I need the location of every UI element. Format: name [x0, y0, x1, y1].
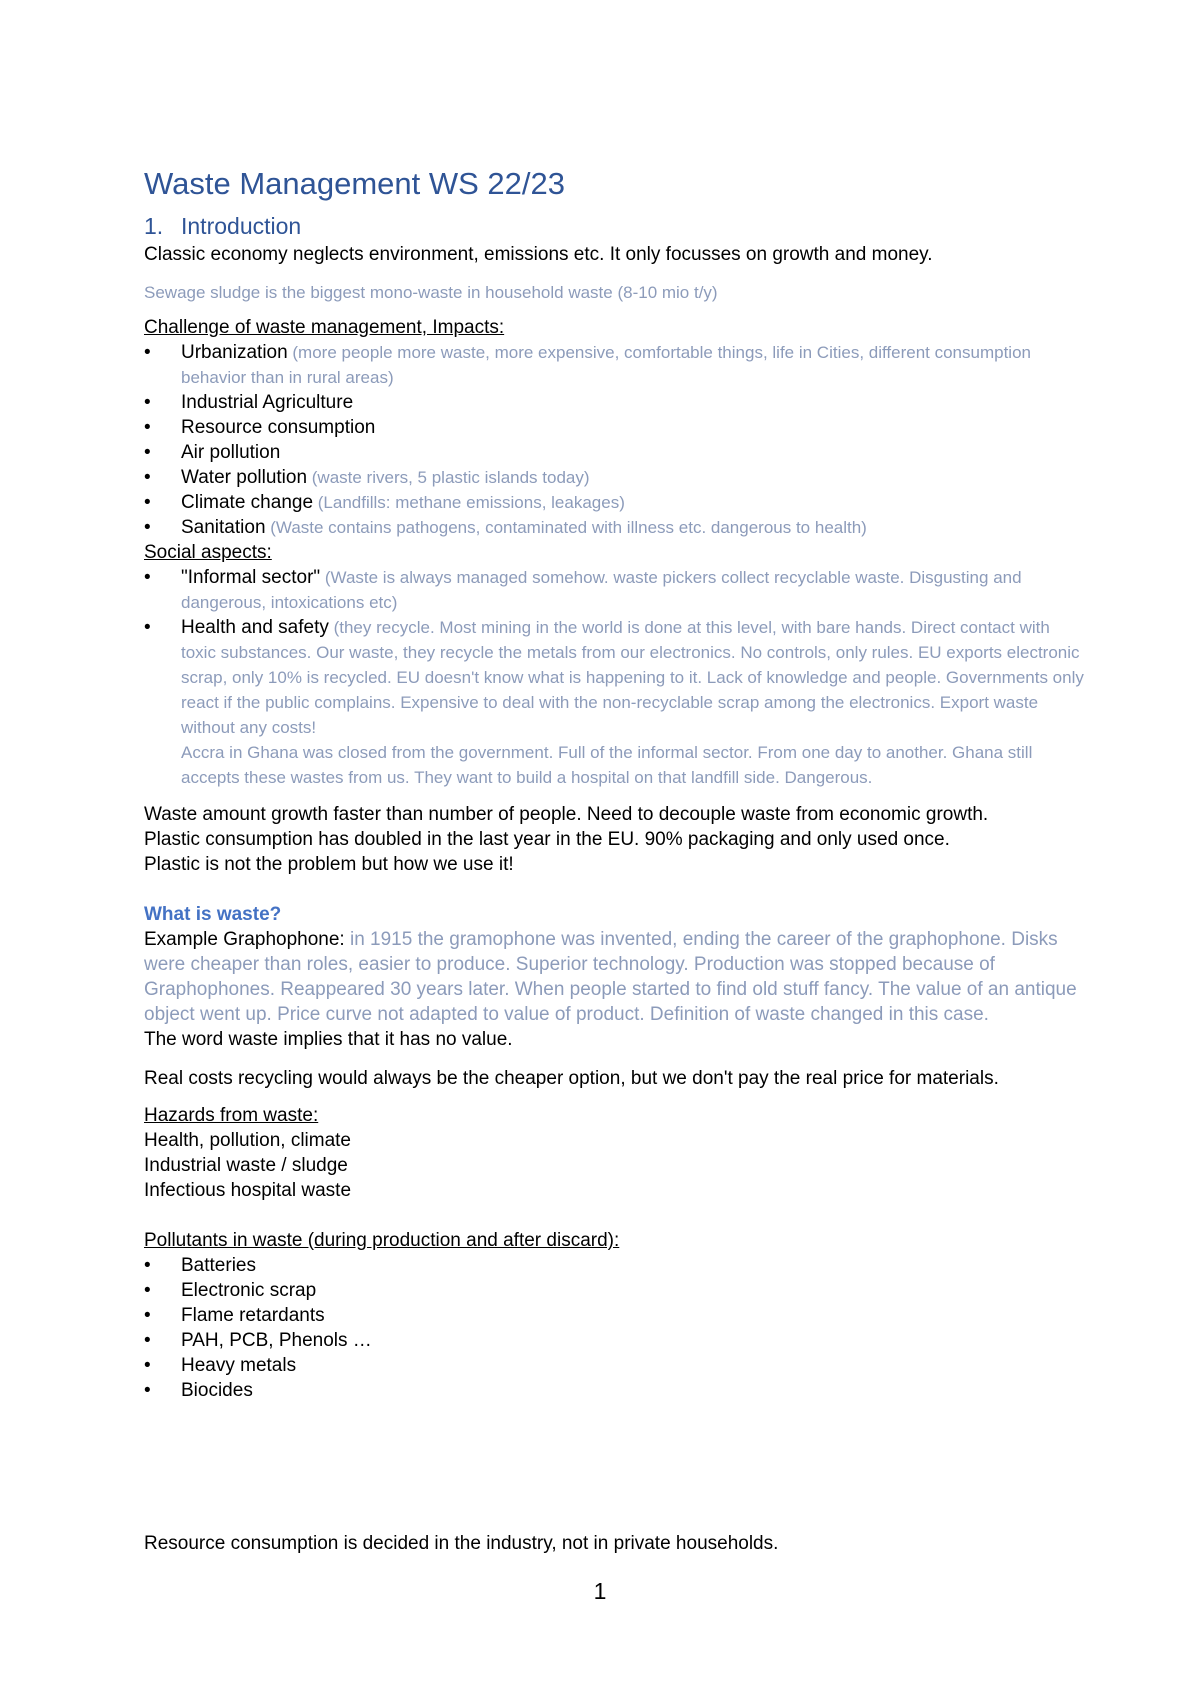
list-item: [144, 515, 1084, 540]
waste-implies: The word waste implies that it has no value.: [144, 1029, 513, 1050]
pollutants-heading: Pollutants in waste (during production and after discard):: [144, 1230, 620, 1251]
bullet-icon: •: [144, 517, 151, 538]
list-item: [144, 1303, 1084, 1328]
bullet-icon: •: [144, 1380, 151, 1401]
bullet-icon: •: [144, 467, 151, 488]
list-item: [144, 340, 1084, 390]
item-label: PAH, PCB, Phenols …: [181, 1330, 372, 1351]
item-note: (more people more waste, more expensive, comfortable things, life in Cities, different consumption behavior than in rural areas): [181, 343, 1031, 387]
bullet-icon: •: [144, 1330, 151, 1351]
item-note: (Waste contains pathogens, contaminated with illness etc. dangerous to health): [265, 518, 867, 537]
list-item: [144, 1353, 1084, 1378]
page-number: 1: [593, 1578, 607, 1604]
list-item: [144, 1378, 1084, 1403]
hazard-line: Health, pollution, climate: [144, 1130, 351, 1151]
list-item: [144, 615, 1084, 790]
list-item: [144, 440, 1084, 465]
challenge-heading: Challenge of waste management, Impacts:: [144, 317, 505, 338]
pollutants-list: [144, 1253, 1084, 1403]
growth-paragraph: [144, 802, 1084, 877]
bullet-icon: •: [144, 492, 151, 513]
growth-line: Waste amount growth faster than number of people. Need to decouple waste from economic growth.: [144, 804, 989, 825]
graphophone-example: [144, 927, 1084, 1027]
item-label: Batteries: [181, 1255, 256, 1276]
list-item: [144, 1328, 1084, 1353]
challenge-list: [144, 340, 1084, 540]
bullet-icon: •: [144, 1305, 151, 1326]
hazard-line: Infectious hospital waste: [144, 1180, 352, 1201]
section-label: Introduction: [181, 213, 302, 239]
item-note: (Landfills: methane emissions, leakages): [313, 493, 625, 512]
item-label: Resource consumption: [181, 417, 376, 438]
growth-line: Plastic consumption has doubled in the last year in the EU. 90% packaging and only used once.: [144, 829, 950, 850]
item-note: (Waste is always managed somehow. waste pickers collect recyclable waste. Disgusting and dangerous, intoxications etc): [181, 568, 1022, 612]
item-label: Air pollution: [181, 442, 281, 463]
list-item: [144, 415, 1084, 440]
resource-consumption-note: Resource consumption is decided in the industry, not in private households.: [144, 1533, 779, 1554]
list-item: [144, 1253, 1084, 1278]
intro-paragraph: Classic economy neglects environment, emissions etc. It only focusses on growth and money.: [144, 244, 933, 265]
bullet-icon: •: [144, 442, 151, 463]
sewage-note: Sewage sludge is the biggest mono-waste in household waste (8-10 mio t/y): [144, 283, 718, 302]
section-heading-introduction: [144, 213, 301, 240]
section-number: 1.: [144, 213, 164, 239]
bullet-icon: •: [144, 617, 151, 638]
list-item: [144, 1278, 1084, 1303]
item-label: "Informal sector": [181, 567, 321, 588]
bullet-icon: •: [144, 392, 151, 413]
growth-line: Plastic is not the problem but how we use it!: [144, 854, 514, 875]
document-body: [144, 242, 1084, 1403]
item-label: Heavy metals: [181, 1355, 297, 1376]
social-list: [144, 565, 1084, 790]
bullet-icon: •: [144, 342, 151, 363]
list-item: [144, 565, 1084, 615]
document-title: Waste Management WS 22/23: [144, 166, 565, 201]
list-item: [144, 490, 1084, 515]
item-label: Biocides: [181, 1380, 253, 1401]
example-label: Example Graphophone:: [144, 929, 350, 950]
real-costs-paragraph: Real costs recycling would always be the cheaper option, but we don't pay the real price for materials.: [144, 1068, 999, 1089]
what-is-waste-heading: What is waste?: [144, 904, 282, 925]
bullet-icon: •: [144, 1280, 151, 1301]
item-label: Sanitation: [181, 517, 266, 538]
item-label: Flame retardants: [181, 1305, 325, 1326]
bullet-icon: •: [144, 567, 151, 588]
list-item: [144, 465, 1084, 490]
item-label: Urbanization: [181, 342, 288, 363]
item-label: Electronic scrap: [181, 1280, 317, 1301]
list-item: [144, 390, 1084, 415]
bullet-icon: •: [144, 1255, 151, 1276]
social-heading: Social aspects:: [144, 542, 272, 563]
example-text: in 1915 the gramophone was invented, ending the career of the graphophone. Disks were cheaper than roles, easier to produce. Superior technology. Production was stopped because of Graphophones. Reappeared 30 years later. When people started to find old stuff fancy. The value of an antique object went up. Price curve not adapted to value of product. Definition of waste changed in this case.: [144, 929, 1077, 1025]
item-note: (they recycle. Most mining in the world is done at this level, with bare hands. Direct contact with toxic substances. Our waste, they recycle the metals from our electronics. No controls, only rules. EU exports electronic scrap, only 10% is recycled. EU doesn't know what is happening to it. Lack of knowledge and people. Governments only react if the public complains. Expensive to deal with the non-recyclable scrap among the electronics. Export waste without any costs!: [181, 618, 1084, 737]
hazards-heading: Hazards from waste:: [144, 1105, 319, 1126]
bullet-icon: •: [144, 417, 151, 438]
item-note-continued: Accra in Ghana was closed from the government. Full of the informal sector. From one day to another. Ghana still accepts these wastes from us. They want to build a hospital on that landfill side. Dangerous.: [181, 743, 1033, 787]
item-label: Health and safety: [181, 617, 329, 638]
item-label: Climate change: [181, 492, 314, 513]
item-note: (waste rivers, 5 plastic islands today): [307, 468, 590, 487]
hazard-line: Industrial waste / sludge: [144, 1155, 348, 1176]
item-label: Water pollution: [181, 467, 308, 488]
item-label: Industrial Agriculture: [181, 392, 354, 413]
bullet-icon: •: [144, 1355, 151, 1376]
